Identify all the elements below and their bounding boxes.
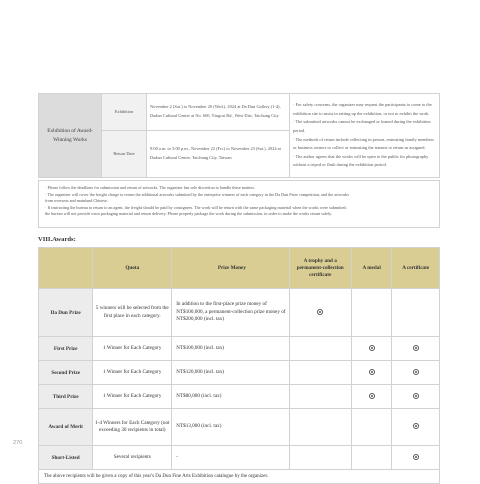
award-trophy-cell — [289, 409, 351, 446]
award-certificate-cell — [392, 361, 440, 385]
header-certificate: A certificate — [392, 248, 440, 289]
award-prize-money: NT$80,000 (incl. tax) — [172, 385, 289, 409]
note-line: · Please follow the deadlines for submission and return of artworks. The organizer has sole discretion to handle these matters. — [45, 185, 256, 190]
note-line: · The organizer will cover the freight charge to return the additional artworks submitted by the enterprise winners of each category in the Da Dun Prize competition, and the artworks — [45, 191, 349, 197]
award-trophy-cell — [289, 337, 351, 361]
exhibition-detail: November 2 (Sat.) to November 20 (Wed.), 2024 at Da Dun Gallery (1-4), Dadun Cultural Center at No. 600, Yingcai Rd., West Dist, Taichung City — [147, 94, 290, 131]
award-name: First Prize — [39, 337, 93, 361]
rule-item: · The methods of return include collecting in person, entrusting family members or business owners to collect or entrusting the transits to return as assigned. — [293, 136, 434, 151]
note-line: · If instructing the bureau to return to an agent, the freight should be paid by consignees. The work will be return with the same packaging material when the works were submitted; — [45, 204, 347, 210]
note-line: the bureau will not provide extra packaging material and return delivery. Please properly package the work during the submission, in order to make the works return safely. — [45, 211, 333, 217]
award-prize-money: NT$120,000 (incl. tax) — [172, 361, 289, 385]
award-name: Da Dun Prize — [39, 289, 93, 337]
award-row — [39, 337, 440, 361]
header-trophy: A trophy and a permanent-collection certificate — [289, 248, 351, 289]
award-quota: Several recipients — [93, 446, 172, 470]
award-prize-money: - — [172, 446, 289, 470]
header-prize-money: Prize Money — [172, 248, 289, 289]
award-row — [39, 289, 440, 337]
header-blank — [39, 248, 93, 289]
double-circle-icon — [317, 309, 323, 315]
double-circle-icon — [413, 345, 419, 351]
award-quota: 1 Winner for Each Category — [93, 337, 172, 361]
award-trophy-cell — [289, 289, 351, 337]
award-medal-cell — [351, 385, 392, 409]
notes-box — [38, 180, 440, 228]
award-medal-cell — [351, 289, 392, 337]
awards-section-title: VIII.Awards: — [38, 236, 76, 243]
double-circle-icon — [413, 454, 419, 460]
award-row — [39, 385, 440, 409]
return-date-detail: 9:00 a.m. to 5:00 p.m., November 22 (Fri.) to November 23 (Sat.), 2024 at Dadun Cultural Center, Taichung City, Taiwan — [147, 131, 290, 178]
award-certificate-cell — [392, 385, 440, 409]
exhibition-rules — [290, 94, 440, 178]
award-certificate-cell — [392, 446, 440, 470]
award-quota: 5 winners will be selected from the first place in each category. — [93, 289, 172, 337]
award-certificate-cell — [392, 289, 440, 337]
award-trophy-cell — [289, 385, 351, 409]
award-quota: 1 Winner for Each Category — [93, 385, 172, 409]
page-number: 270 — [13, 440, 23, 446]
double-circle-icon — [369, 345, 375, 351]
exhibition-category: Exhibition of Award-Winning Works — [39, 94, 102, 178]
award-row — [39, 361, 440, 385]
rule-item: · For safety concerns, the organizer may request the participants to come to the exhibition site to assist in setting up the exhibition, or not to exhibit the work. — [293, 102, 432, 116]
award-medal-cell — [351, 361, 392, 385]
award-name: Second Prize — [39, 361, 93, 385]
double-circle-icon — [413, 369, 419, 375]
double-circle-icon — [413, 393, 419, 399]
award-trophy-cell — [289, 361, 351, 385]
award-trophy-cell — [289, 446, 351, 470]
award-medal-cell — [351, 446, 392, 470]
return-date-label: Return Date — [102, 131, 147, 178]
award-certificate-cell — [392, 409, 440, 446]
rule-item: · The author agrees that the works will be open to the public for photography without a tripod or flash during the exhibition period. — [293, 153, 429, 168]
award-row — [39, 446, 440, 470]
award-medal-cell — [351, 337, 392, 361]
awards-table — [38, 247, 440, 484]
awards-footnote-row — [39, 470, 440, 484]
awards-footnote: The above recipients will be given a copy of this year's Da Dun Fine Arts Exhibition catalogue by the organizer. — [39, 470, 440, 484]
award-prize-money: NT$13,000 (incl. tax) — [172, 409, 289, 446]
double-circle-icon — [369, 393, 375, 399]
award-quota: 1-4 Winners for Each Category (not exceeding 30 recipients in total) — [93, 409, 172, 446]
header-medal: A medal — [351, 248, 392, 289]
award-medal-cell — [351, 409, 392, 446]
header-quota: Quota — [93, 248, 172, 289]
award-name: Short-Listed — [39, 446, 93, 470]
double-circle-icon — [369, 369, 375, 375]
award-prize-money: NT$100,000 (incl. tax) — [172, 337, 289, 361]
awards-header-row — [39, 248, 440, 289]
exhibition-label: Exhibition — [102, 94, 147, 131]
award-row — [39, 409, 440, 446]
award-name: Award of Merit — [39, 409, 93, 446]
note-line: from overseas and mainland Chinese. — [45, 198, 108, 204]
rule-item: · The submitted artworks cannot be exchanged or loaned during the exhibition period. — [293, 119, 431, 133]
award-name: Third Prize — [39, 385, 93, 409]
award-prize-money: In addition to the first-place prize money of NT$100,000, a permanent-collection prize money of NT$200,000 (incl. tax) — [172, 289, 289, 337]
exhibition-table — [38, 93, 440, 178]
award-quota: 1 Winner for Each Category — [93, 361, 172, 385]
award-certificate-cell — [392, 337, 440, 361]
double-circle-icon — [413, 423, 419, 429]
